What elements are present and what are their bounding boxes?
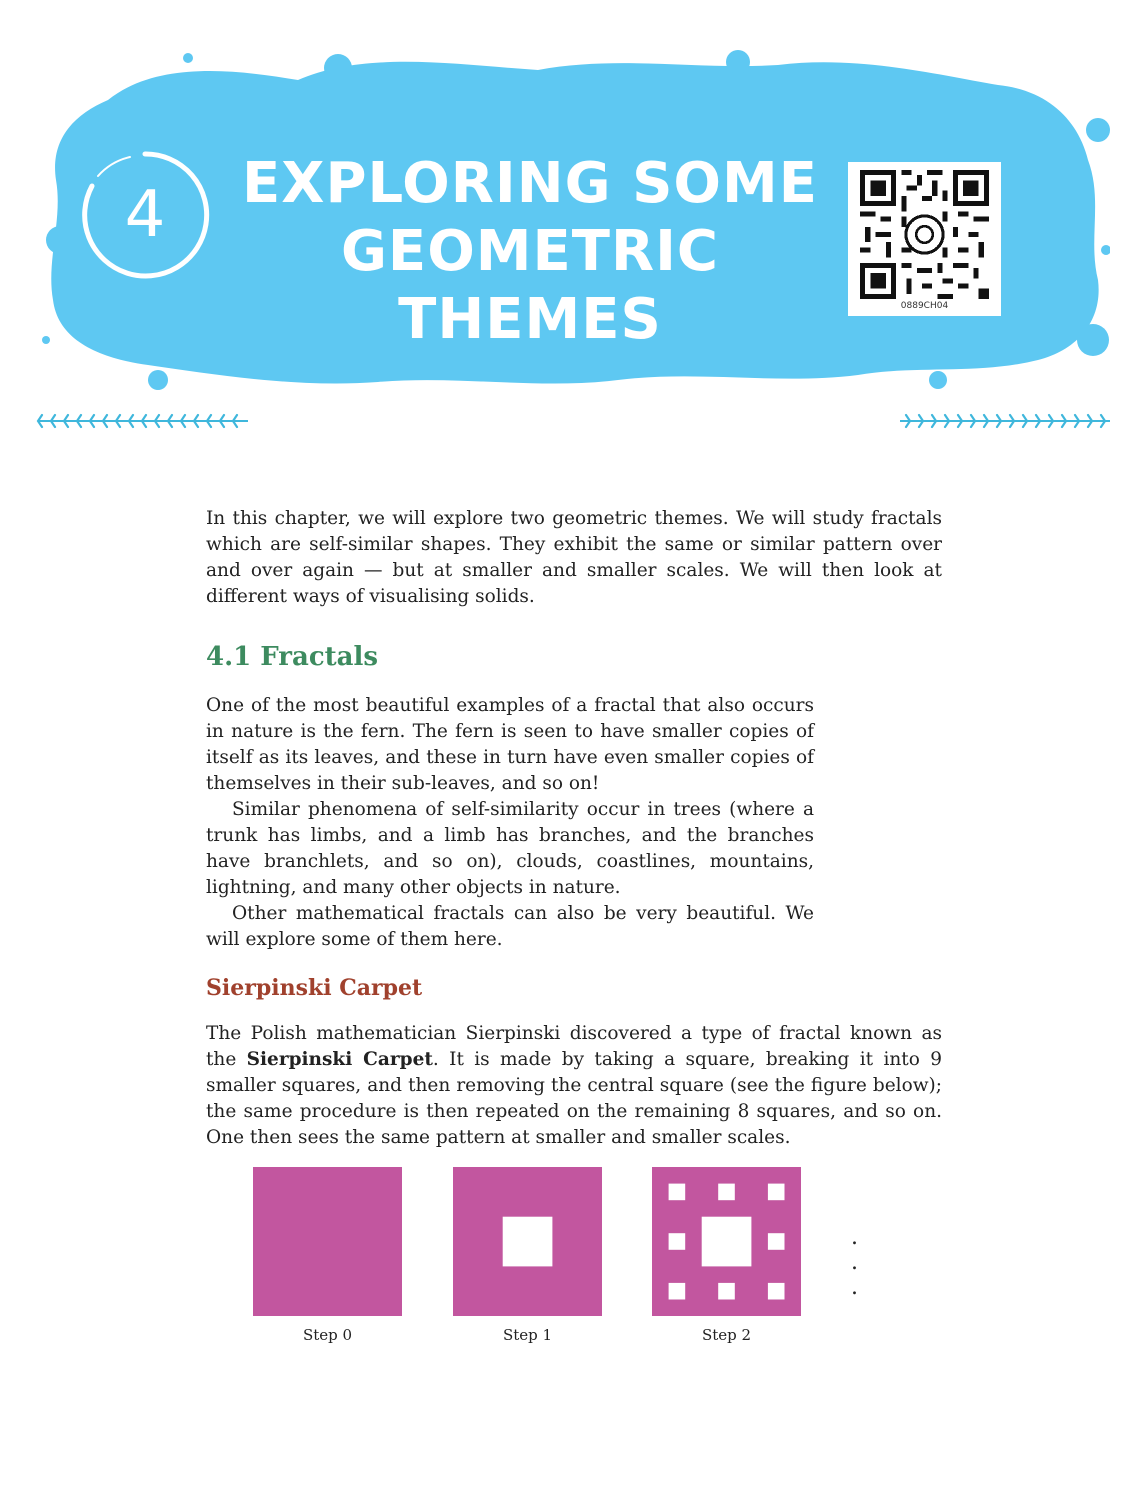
fractals-paragraph-1: One of the most beautiful examples of a fractal that also occurs in nature is the fern. The fern is seen to have smaller copies of itself as its leaves, and these in turn have even smaller copies of themselves in their sub-leaves, and so on! [206,695,814,794]
chapter-title-line-1: EXPLORING SOME [242,151,818,216]
qr-code-icon [860,170,989,299]
carpet-text-after: . It is made by taking a square, breaking it into 9 smaller squares, and then removing the central square (see the figure below); the same procedure is then repeated on the remaining 8 squares, and so on. One then sees the same pattern at smaller and smaller scales. [206,1049,942,1148]
chapter-title-line-2: GEOMETRIC THEMES [340,219,720,352]
carpet-step-0 [253,1167,402,1316]
carpet-step-2 [652,1167,801,1316]
step-0-label: Step 0 [302,1326,353,1344]
fractals-text [206,693,814,953]
step-1 [453,1167,602,1344]
qr-code-card[interactable] [848,162,1001,316]
carpet-paragraph [206,1021,942,1151]
qr-code-caption: 0889CH04 [900,301,949,311]
carpet-term: Sierpinski Carpet [246,1049,433,1070]
step-2 [652,1167,801,1344]
fractals-paragraph-3: Other mathematical fractals can also be very beautiful. We will explore some of them here. [206,903,814,950]
chapter-number: 4 [124,178,166,252]
step-0 [253,1167,402,1344]
carpet-text-before: The Polish mathematician Sierpinski discovered a type of fractal known as the [206,1023,942,1070]
sierpinski-figure [253,1167,873,1357]
left-ornament [36,413,250,429]
right-ornament [898,413,1112,429]
chapter-title [220,150,840,354]
section-heading: 4.1 Fractals [206,642,379,672]
step-2-label: Step 2 [701,1326,752,1344]
subsection-heading: Sierpinski Carpet [206,975,423,1001]
step-1-label: Step 1 [502,1326,553,1344]
continuation-ellipsis: . . . [851,1225,862,1300]
fractals-paragraph-2: Similar phenomena of self-similarity occur in trees (where a trunk has limbs, and a limb has branches, and the branches have branchlets, and so on), clouds, coastlines, mountains, lightning, and many other objects in nature. [206,799,814,898]
carpet-step-1 [453,1167,602,1316]
intro-paragraph: In this chapter, we will explore two geometric themes. We will study fractals which are self-similar shapes. They exhibit the same or similar pattern over and over again — but at smaller and smaller scales. We will then look at different ways of visualising solids. [206,508,942,607]
